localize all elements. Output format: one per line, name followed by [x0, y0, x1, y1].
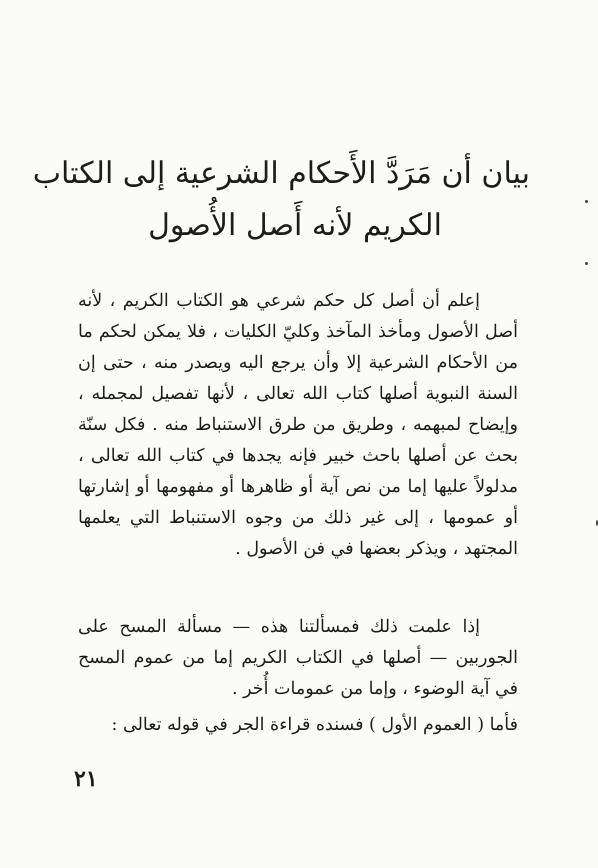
- chapter-heading: [32, 148, 530, 252]
- margin-dot: [585, 200, 588, 203]
- heading-line-1: بيان أن مَرَدَّ الأَحكام الشرعية إلى الكتاب: [32, 156, 530, 191]
- paragraph-3: فأما ( العموم الأول ) فسنده قراءة الجر في قوله تعالى :: [111, 715, 518, 735]
- margin-dot: [585, 262, 588, 265]
- page-number: ٢١: [74, 766, 98, 792]
- heading-line-2: الكريم لأنه أَصل الأُصول: [148, 208, 442, 243]
- paragraph-2: إذا علمت ذلك فمسألتنا هذه — مسألة المسح على الجوربين — أصلها في الكتاب الكريم إما من عموم المسح في آية الوضوء ، وإما من عمومات أُخر .: [78, 617, 518, 699]
- paragraph-1: إعلم أن أصل كل حكم شرعي هو الكتاب الكريم ، لأنه أصل الأصول ومأخذ المآخذ وكليّ الكليات ، فلا يمكن لحكم ما من الأحكام الشرعية إلا وأن يرجع اليه ويصدر منه ، حتى إن السنة النبوية أصلها كتاب الله تعالى ، لأنها تفصيل لمجمله ، وإيضاح لمبهمه ، وطريق من طرق الاستنباط منه . فكل سنّة بحث عن أصلها باحث خبير فإنه يجدها في كتاب الله تعالى ، مدلولاً عليها إما من نص آية أو ظاهرها أو مفهومها أو إشارتها أو عمومها ، إلى غير ذلك من وجوه الاستنباط التي يعلمها المجتهد ، ويذكر بعضها في فن الأصول .: [78, 291, 518, 559]
